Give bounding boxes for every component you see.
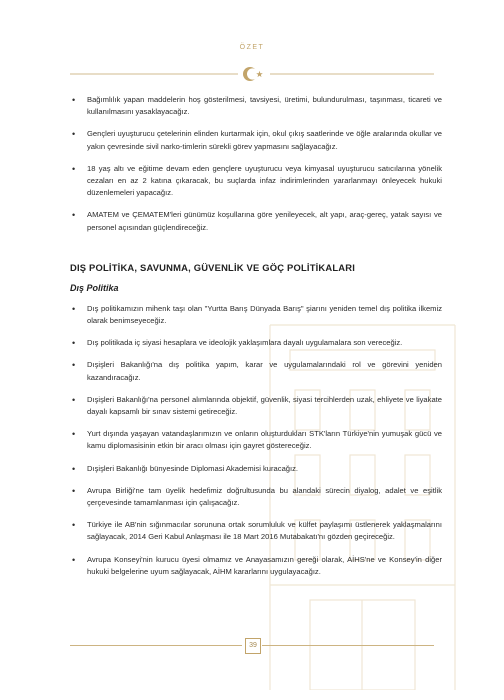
list-item-text: Avrupa Konseyi'nin kurucu üyesi olmamız ve Anayasamızın gereği olarak, AİHS'ne ve Konsey'in diğer hukuki belgelerine uyum sağlayacak, AİHM kararlarını uygulayacağız. bbox=[87, 554, 442, 576]
bullet-marker: • bbox=[72, 429, 76, 440]
bullet-marker: • bbox=[72, 463, 76, 474]
list-item-text: Avrupa Birliği'ne tam üyelik hedefimiz doğrultusunda bu alandaki sürecin diyalog, adalet ve eşitlik çerçevesinde tamamlanması için çalışacağız. bbox=[87, 485, 442, 508]
page-header bbox=[0, 44, 504, 51]
list-item bbox=[70, 359, 442, 383]
list-item bbox=[70, 394, 442, 418]
list-item bbox=[70, 128, 442, 152]
subsection-heading: Dış Politika bbox=[70, 282, 119, 293]
foreign-policy-bullet-list bbox=[70, 303, 442, 578]
list-item-text: 18 yaş altı ve eğitime devam eden gençlere uyuşturucu veya kimyasal uyuşturucu satıcılarına yönelik cezaları en az 2 katına çıkaracak, bu suçlarda infaz indirimlerinden yararlanmayı önleyecek hukuki düzenlemeleri yapacağız. bbox=[87, 163, 442, 198]
bullet-marker: • bbox=[72, 394, 76, 405]
header-ornament bbox=[0, 64, 504, 84]
list-item-text: AMATEM ve ÇEMATEM'leri günümüz koşullarına göre yenileyecek, alt yapı, araç-gereç, yatak sayısı ve personel açısından güçlendireceğiz. bbox=[87, 210, 442, 232]
bullet-marker: • bbox=[72, 554, 76, 565]
list-item-text: Dışişleri Bakanlığı'na dış politika yapım, karar ve uygulamalarındaki rol ve görevini yeniden kazandıracağız. bbox=[87, 360, 442, 382]
list-item-text: Yurt dışında yaşayan vatandaşlarımızın ve onların oluşturdukları STK'ların Türkiye'nin yumuşak gücü ve kamu diplomasisinin etkin bir aracı olması için gayret göstereceğiz. bbox=[87, 429, 442, 451]
list-item bbox=[70, 485, 442, 509]
list-item bbox=[70, 94, 442, 118]
bullet-marker: • bbox=[72, 360, 76, 371]
list-item-text: Bağımlılık yapan maddelerin hoş gösterilmesi, tavsiyesi, üretimi, bulundurulması, taşınması, ticareti ve kullanılmasını yasaklayacağız. bbox=[87, 95, 442, 117]
top-bullet-list bbox=[70, 94, 442, 234]
list-item bbox=[70, 554, 442, 578]
list-item bbox=[70, 428, 442, 452]
header-title: ÖZET bbox=[239, 44, 265, 51]
list-item bbox=[70, 519, 442, 543]
list-item-text: Dışişleri Bakanlığı'na personel alımlarında objektif, güvenlik, siyasi tercihlerden uzak, ehliyete ve liyakate dayalı kapsamlı bir sınav sistemi getireceğiz. bbox=[87, 394, 442, 417]
list-item-text: Dışişleri Bakanlığı bünyesinde Diplomasi Akademisi kuracağız. bbox=[87, 463, 299, 473]
bullet-marker: • bbox=[72, 338, 76, 349]
footer-right-line bbox=[262, 645, 434, 646]
bullet-marker: • bbox=[72, 485, 76, 496]
list-item bbox=[70, 209, 442, 233]
footer-left-line bbox=[70, 645, 242, 646]
list-item bbox=[70, 303, 442, 327]
list-item bbox=[70, 163, 442, 200]
bullet-marker: • bbox=[72, 303, 76, 314]
bullet-marker: • bbox=[72, 129, 76, 140]
page-content bbox=[70, 94, 442, 588]
section-heading: DIŞ POLİTİKA, SAVUNMA, GÜVENLİK VE GÖÇ POLİTİKALARI bbox=[70, 261, 356, 273]
bullet-marker: • bbox=[72, 210, 76, 221]
list-item-text: Türkiye ile AB'nin sığınmacılar sorununa ortak sorumluluk ve külfet paylaşımı üstlenerek yaklaşmalarını sağlayacak, 2014 Geri Kabul Anlaşması ile 18 Mart 2016 Mutabakatı'nı gözden geçireceğiz. bbox=[87, 520, 442, 542]
bullet-marker: • bbox=[72, 163, 76, 174]
list-item bbox=[70, 463, 442, 475]
list-item bbox=[70, 337, 442, 349]
bullet-marker: • bbox=[72, 95, 76, 105]
page-number: 39 bbox=[245, 638, 261, 654]
list-item-text: Gençleri uyuşturucu çetelerinin elinden kurtarmak için, okul çıkış saatlerinde ve öğle aralarında okullar ve yakın çevresinde sivil narko-timlerin sürekli görev yapmasını sağlayacağız. bbox=[87, 129, 442, 151]
list-item-text: Dış politikamızın mihenk taşı olan "Yurtta Barış Dünyada Barış" şiarını yeniden temel dış politika ilkemiz olarak benimseyeceğiz. bbox=[87, 303, 442, 326]
list-item-text: Dış politikada iç siyasi hesaplara ve ideolojik yaklaşımlara dayalı uygulamalara son vereceğiz. bbox=[87, 338, 403, 348]
bullet-marker: • bbox=[72, 520, 76, 531]
crescent-star-icon bbox=[243, 67, 263, 81]
